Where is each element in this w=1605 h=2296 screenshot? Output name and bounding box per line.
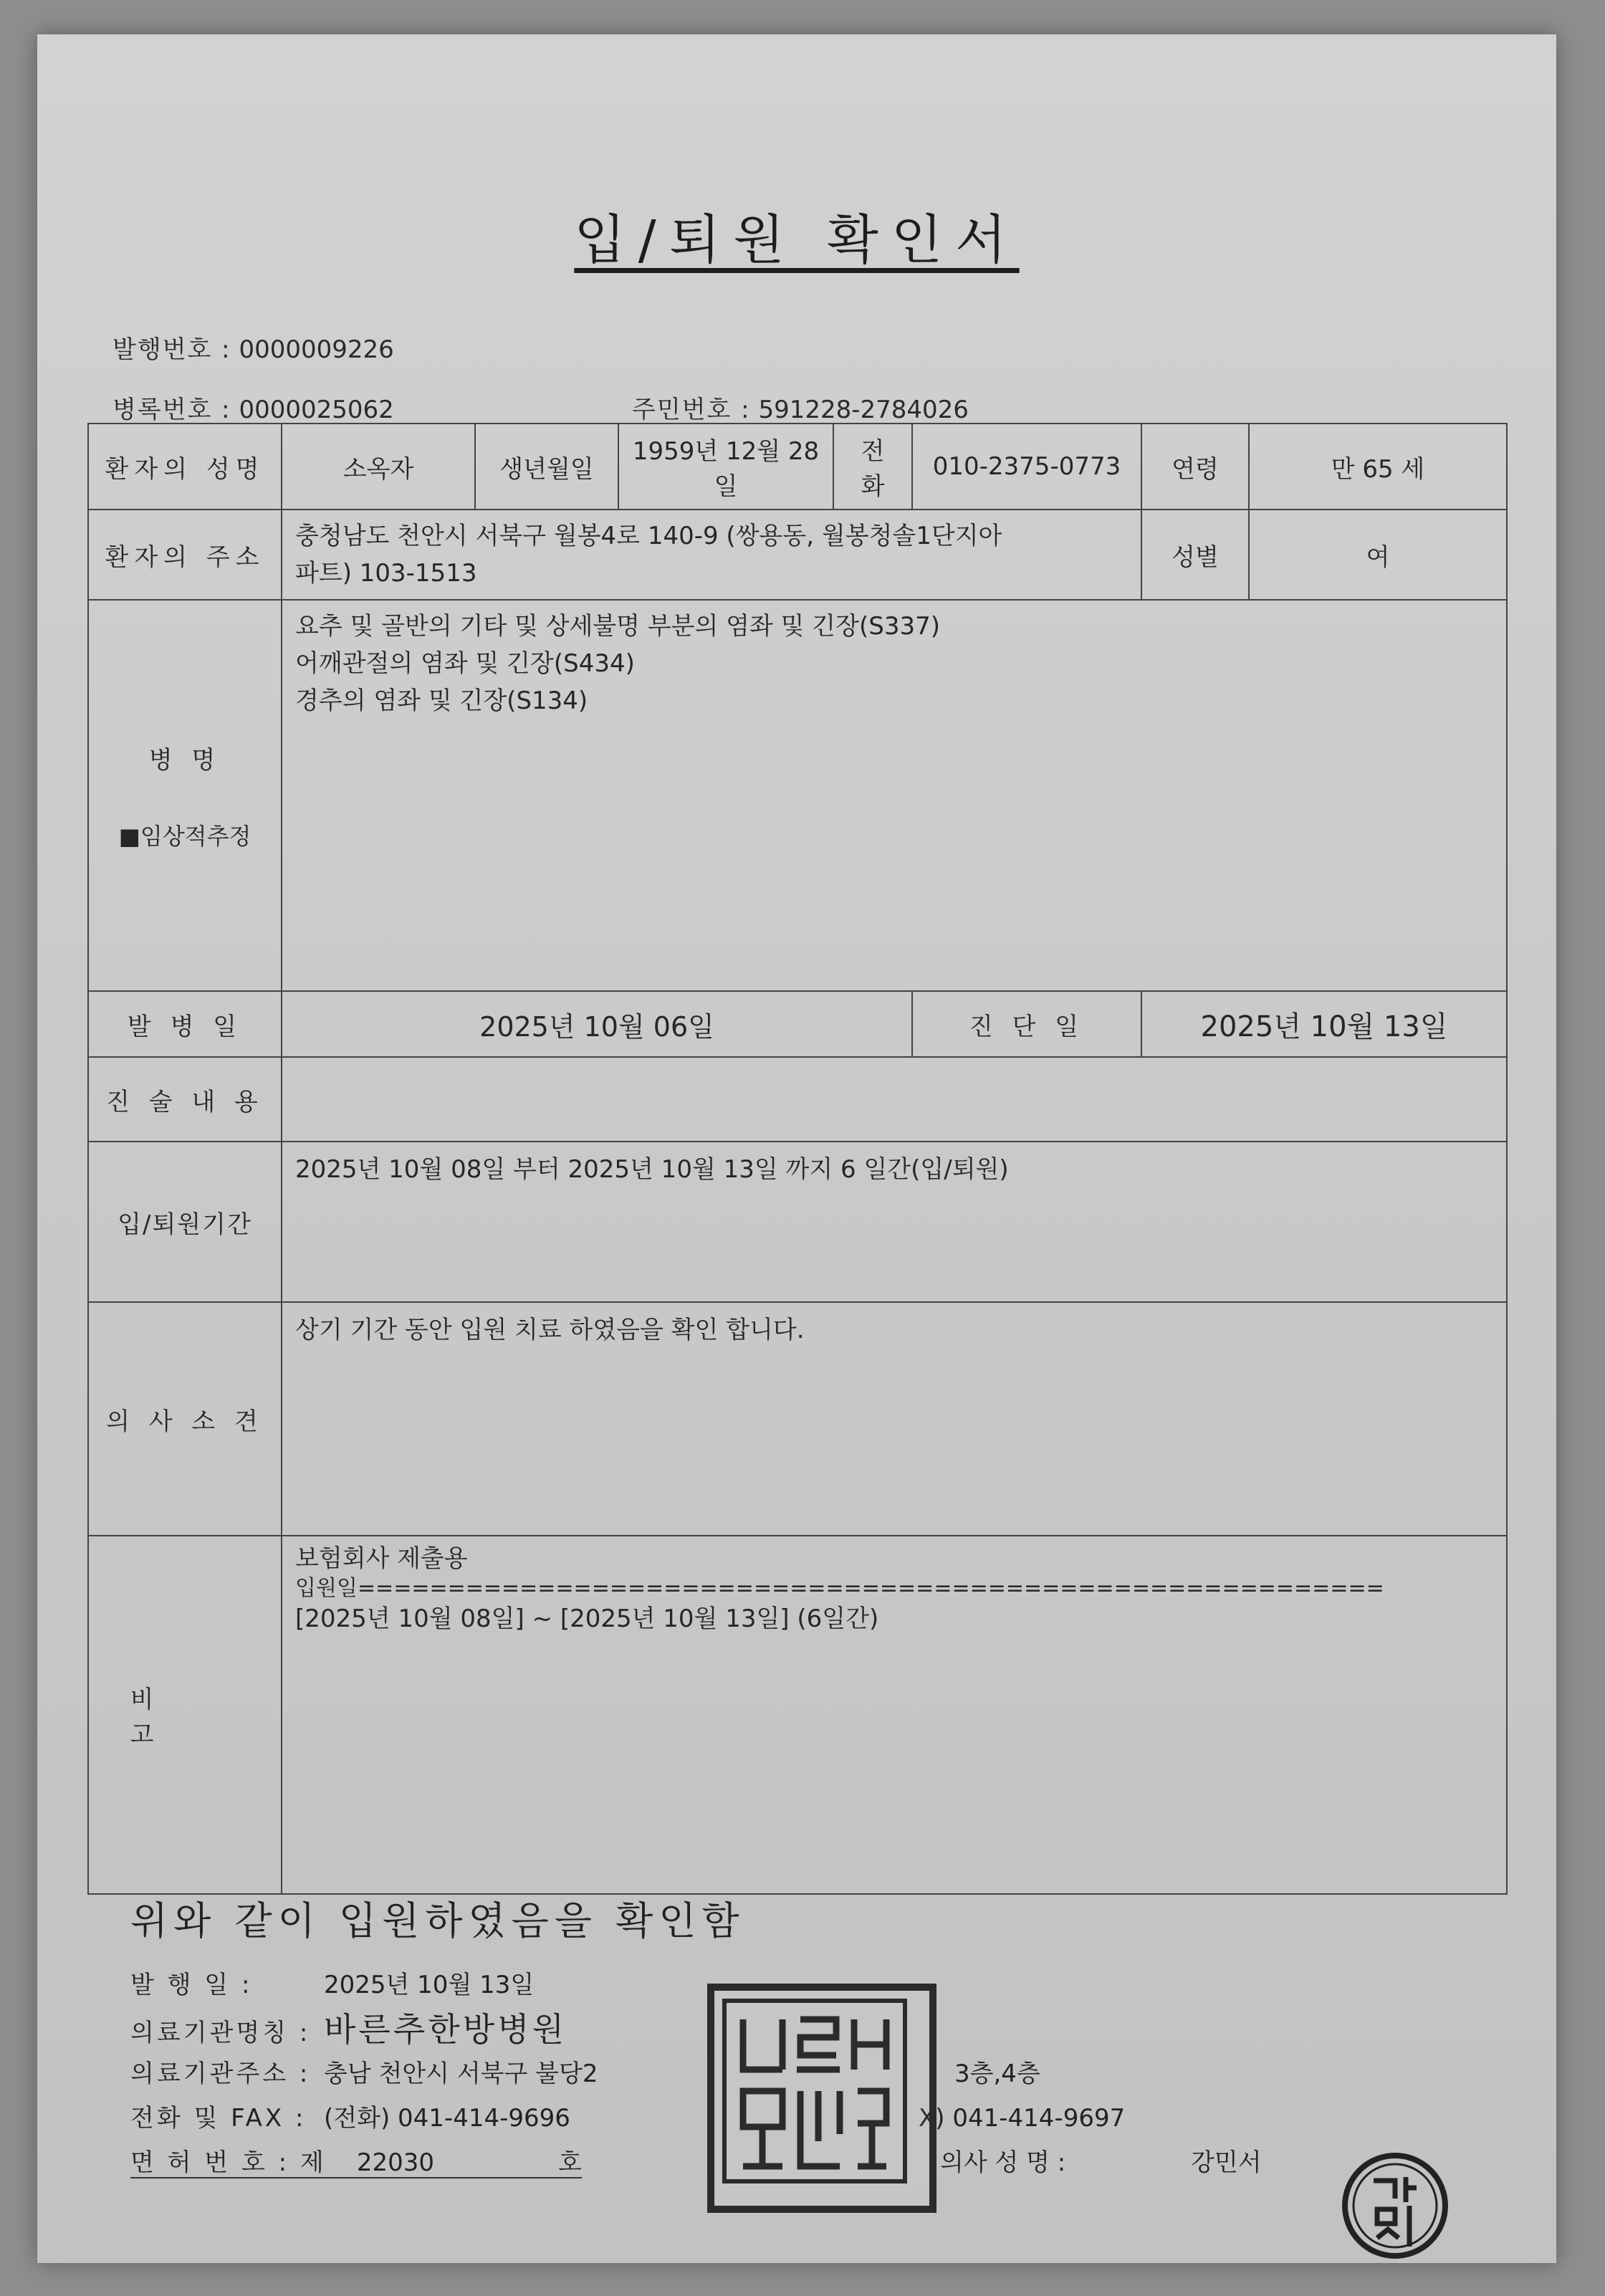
record-number: 0000025062 xyxy=(239,396,394,424)
doctor-name-label: 의사 성 명 : xyxy=(940,2148,1066,2177)
diagnosis-item: 요추 및 골반의 기타 및 상세불명 부분의 염좌 및 긴장(S337) xyxy=(295,612,940,641)
age-value: 만 65 세 xyxy=(1249,424,1507,510)
clinical-estimate-label: ■임상적추정 xyxy=(118,822,251,850)
resident-number: 591228-2784026 xyxy=(758,396,969,424)
diagnosis-label-cell xyxy=(88,600,282,991)
opinion-label: 의 사 소 견 xyxy=(88,1302,282,1536)
license-underline xyxy=(130,2148,582,2178)
statement-value xyxy=(282,1057,1507,1142)
issue-date: 2025년 10월 13일 xyxy=(324,1971,535,1999)
record-number-label: 병록번호 : xyxy=(112,396,231,424)
license-label: 면 허 번 호 : 제 xyxy=(130,2148,327,2177)
dates-row xyxy=(88,991,1507,1057)
patient-name-row xyxy=(88,424,1507,510)
document-title: 입/퇴원 확인서 xyxy=(574,209,1020,271)
issue-number-row xyxy=(112,330,394,365)
stay-period-row xyxy=(88,1142,1507,1302)
remarks-line-1: 보험회사 제출용 xyxy=(295,1544,468,1573)
document-paper xyxy=(37,34,1556,2263)
record-number-row xyxy=(112,390,394,425)
doctor-opinion-row xyxy=(88,1302,1507,1536)
diagnosis-row xyxy=(88,600,1507,991)
institution-address-floors: 3층,4층 xyxy=(954,2060,1040,2088)
address-value xyxy=(282,510,1141,600)
doctor-name: 강민서 xyxy=(1191,2148,1262,2177)
license-suffix: 호 xyxy=(558,2148,582,2177)
onset-date: 2025년 10월 06일 xyxy=(282,991,912,1057)
resident-number-label: 주민번호 : xyxy=(632,396,751,424)
institution-address-label: 의료기관주소 : xyxy=(130,2060,311,2088)
diagnosis-item: 경추의 염좌 및 긴장(S134) xyxy=(295,687,588,715)
diagnosis-date-label: 진 단 일 xyxy=(912,991,1141,1057)
statement-row xyxy=(88,1057,1507,1142)
sex-label: 성별 xyxy=(1141,510,1249,600)
diagnosis-item: 어깨관절의 염좌 및 긴장(S434) xyxy=(295,649,635,678)
remarks-label: 비 고 xyxy=(88,1536,282,1894)
remarks-line-3: [2025년 10월 08일] ~ [2025년 10월 13일] (6일간) xyxy=(295,1604,879,1633)
address-label: 환자의 주소 xyxy=(88,510,282,600)
age-label: 연령 xyxy=(1141,424,1249,510)
onset-date-label: 발 병 일 xyxy=(88,991,282,1057)
institution-name: 바른추한방병원 xyxy=(324,2010,567,2049)
hospital-square-seal xyxy=(707,1984,936,2213)
issue-number: 0000009226 xyxy=(239,335,394,364)
patient-name: 소옥자 xyxy=(282,424,475,510)
confirmation-statement: 위와 같이 입원하였음을 확인함 xyxy=(130,1898,745,1943)
opinion-text: 상기 기간 동안 입원 치료 하였음을 확인 합니다. xyxy=(282,1302,1507,1536)
patient-name-label: 환자의 성명 xyxy=(88,424,282,510)
tel-fax-label: 전화 및 FAX : xyxy=(130,2104,307,2133)
telephone-number: (전화) 041-414-9696 xyxy=(324,2104,570,2133)
phone-label: 전 화 xyxy=(833,424,912,510)
phone-value: 010-2375-0773 xyxy=(912,424,1141,510)
license-number: 22030 xyxy=(356,2148,435,2177)
diagnosis-date: 2025년 10월 13일 xyxy=(1141,991,1507,1057)
confirmation-form-table xyxy=(87,423,1508,1895)
stay-period-label: 입/퇴원기간 xyxy=(88,1142,282,1302)
diagnosis-list xyxy=(282,600,1507,991)
fax-number: X) 041-414-9697 xyxy=(919,2104,1126,2133)
dob-value: 1959년 12월 28일 xyxy=(618,424,833,510)
remarks-text xyxy=(282,1536,1507,1894)
issue-number-label: 발행번호 : xyxy=(112,335,231,364)
address-line-1: 충청남도 천안시 서북구 월봉4로 140-9 (쌍용동, 월봉청솔1단지아 xyxy=(295,522,1002,550)
institution-name-label: 의료기관명칭 : xyxy=(130,2019,311,2047)
institution-address: 충남 천안시 서북구 불당2 xyxy=(324,2060,598,2088)
dob-label: 생년월일 xyxy=(475,424,618,510)
resident-number-row xyxy=(632,390,969,425)
doctor-round-seal xyxy=(1338,2148,1452,2266)
patient-address-row xyxy=(88,510,1507,600)
diagnosis-label: 병 명 xyxy=(148,745,221,775)
remarks-line-2: 입원일========================================================= xyxy=(295,1576,1384,1601)
sex-value: 여 xyxy=(1249,510,1507,600)
statement-label: 진 술 내 용 xyxy=(88,1057,282,1142)
issue-date-label: 발 행 일 : xyxy=(130,1971,253,1999)
stay-period-text: 2025년 10월 08일 부터 2025년 10월 13일 까지 6 일간(입/퇴원) xyxy=(282,1142,1507,1302)
remarks-row xyxy=(88,1536,1507,1894)
address-line-2: 파트) 103-1513 xyxy=(295,559,477,588)
